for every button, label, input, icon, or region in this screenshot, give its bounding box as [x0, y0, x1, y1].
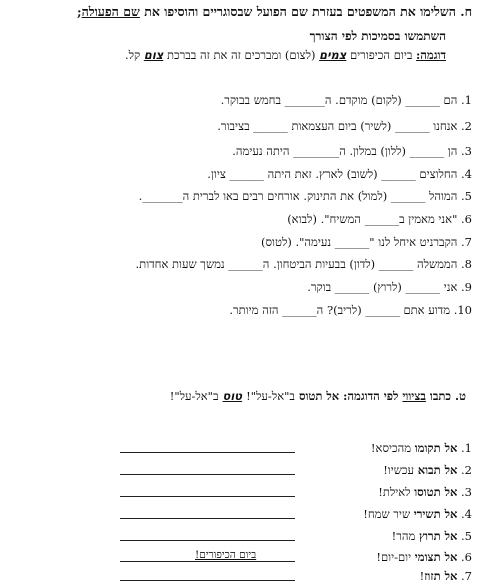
- item-number: 5.: [461, 189, 472, 203]
- item-number: 1.: [461, 441, 472, 455]
- item-text: "אני מאמין ב______ המשיח". (לבוא): [287, 212, 458, 226]
- exercise-t-title-rest: לפי הדוגמה:: [343, 389, 399, 403]
- item-text: הקברניט איחל לנו "______ נעימה". (לטוס): [261, 235, 458, 249]
- exercise-t-item-1: [371, 441, 472, 455]
- exercise-h-title-text: השלימו את המשפטים בעזרת שם הפועל שבסוגריים והוסיפו את: [144, 4, 456, 19]
- exercise-t-item-3: [378, 485, 472, 499]
- item-text: הן ______ (ללון) במלון. ה________ היתה נעימה.: [232, 144, 458, 158]
- item-text: המוהל ______ (למול) את התינוק. אורחים רבים באו לברית ה_______.: [138, 189, 458, 203]
- exercise-h-instruction: השתמשו בסמיכות לפי הצורך: [309, 29, 446, 43]
- exercise-h-item-2: [217, 121, 472, 133]
- item-number: 2.: [461, 119, 472, 133]
- exercise-t-example-middle: ב"אל-על"!: [246, 389, 295, 403]
- answer-line-6[interactable]: [120, 561, 295, 562]
- exercise-t-item-4: [363, 507, 472, 521]
- exercise-h-item-4: [207, 169, 472, 181]
- exercise-t-title-underlined: בציווי: [402, 389, 426, 403]
- item-bold-verb: אל תטוסו: [414, 485, 458, 499]
- exercise-h-example: [125, 50, 446, 62]
- item-number: 3.: [461, 144, 472, 158]
- item-number: 7.: [461, 235, 472, 249]
- item-text: אני ______ (לרוץ) ______ בוקר.: [307, 280, 458, 294]
- exercise-t-title-text: כתבו: [429, 389, 452, 403]
- item-bold-verb: אל תזוז: [424, 569, 458, 583]
- example-middle: (לצום) ומברכים זה את זה בברכת: [166, 48, 316, 62]
- item-bold-verb: אל תשירי: [413, 507, 458, 521]
- exercise-t-letter: ט.: [455, 389, 466, 403]
- exercise-h-item-9: [307, 282, 472, 294]
- exercise-t-item-6: [376, 550, 472, 564]
- exercise-t-example-handwritten: טוס: [222, 389, 243, 403]
- item-text: הממשלה ______ (לדון) בבעיות הביטחון. ה______ נמשך שעות אחדות.: [135, 257, 458, 271]
- answer-line-5[interactable]: [120, 540, 295, 541]
- exercise-t-item-5: [392, 529, 472, 543]
- item-number: 8.: [461, 257, 472, 271]
- item-number: 1.: [461, 93, 472, 107]
- item-rest: !: [419, 569, 425, 583]
- item-text: אנחנו ______ (לשיר) ביום העצמאות ______ בציבור.: [217, 119, 458, 133]
- item-bold-verb: אל תבוא: [417, 463, 458, 477]
- exercise-t-item-7: [420, 569, 472, 583]
- item-number: 10.: [453, 303, 472, 317]
- exercise-h-item-3: [232, 146, 472, 158]
- item-rest: עכשיו!: [383, 463, 415, 477]
- example-handwritten-answer-1: צמים: [319, 48, 347, 62]
- item-number: 6.: [461, 550, 472, 564]
- exercise-h-title-underlined: שם הפעולה: [81, 4, 140, 19]
- item-number: 6.: [461, 212, 472, 226]
- item-number: 7.: [461, 569, 472, 583]
- answer-line-1[interactable]: [120, 452, 295, 453]
- answer-line-7[interactable]: [120, 580, 295, 581]
- item-rest: מהכיסא!: [370, 441, 412, 455]
- item-rest: מהר!: [391, 529, 416, 543]
- example-after: קל.: [124, 48, 141, 62]
- item-rest: יום-יום!: [376, 550, 412, 564]
- item-number: 4.: [461, 507, 472, 521]
- example-before: ביום הכיפורים: [349, 48, 413, 62]
- exercise-h-item-1: [221, 95, 472, 107]
- exercise-t-example-after: ב"אל-על"!: [169, 389, 219, 403]
- exercise-h-letter: ח.: [460, 4, 472, 19]
- answer-text-6: ביום הכיפורים!: [195, 549, 257, 561]
- answer-line-4[interactable]: [120, 518, 295, 519]
- item-number: 5.: [461, 529, 472, 543]
- exercise-h-item-7: [261, 237, 472, 249]
- answer-line-2[interactable]: [120, 474, 295, 475]
- item-number: 4.: [461, 167, 472, 181]
- item-bold-verb: אל תקומו: [414, 441, 458, 455]
- exercise-h-title: [77, 6, 472, 19]
- example-handwritten-answer-2: צום: [143, 48, 164, 62]
- exercise-h-title-end: ;: [76, 4, 82, 19]
- item-number: 9.: [461, 280, 472, 294]
- exercise-h-item-10: [229, 305, 472, 317]
- item-rest: לאילת!: [378, 485, 411, 499]
- exercise-t-title: [170, 391, 466, 403]
- item-text: הם ______ (לקום) מוקדם. ה_______ בחמש בבוקר.: [220, 93, 458, 107]
- exercise-t-item-2: [383, 463, 472, 477]
- item-text: מדוע אתם ______ (לריב)? ה______ הזה מיותר.: [229, 303, 451, 317]
- example-label: דוגמה:: [416, 48, 446, 62]
- item-rest: שיר שמח!: [363, 507, 411, 521]
- item-bold-verb: אל תצומי: [414, 550, 458, 564]
- item-bold-verb: אל תרוץ: [418, 529, 458, 543]
- item-number: 2.: [461, 463, 472, 477]
- exercise-h-item-8: [136, 259, 472, 271]
- exercise-h-item-5: [139, 191, 472, 203]
- item-number: 3.: [461, 485, 472, 499]
- exercise-h-item-6: [287, 214, 472, 226]
- exercise-t-example-bold: אל תטוס: [298, 389, 340, 403]
- item-text: החלוצים ______ (לשוב) לארץ. זאת היתה ______ ציון.: [207, 167, 458, 181]
- answer-line-3[interactable]: [120, 496, 295, 497]
